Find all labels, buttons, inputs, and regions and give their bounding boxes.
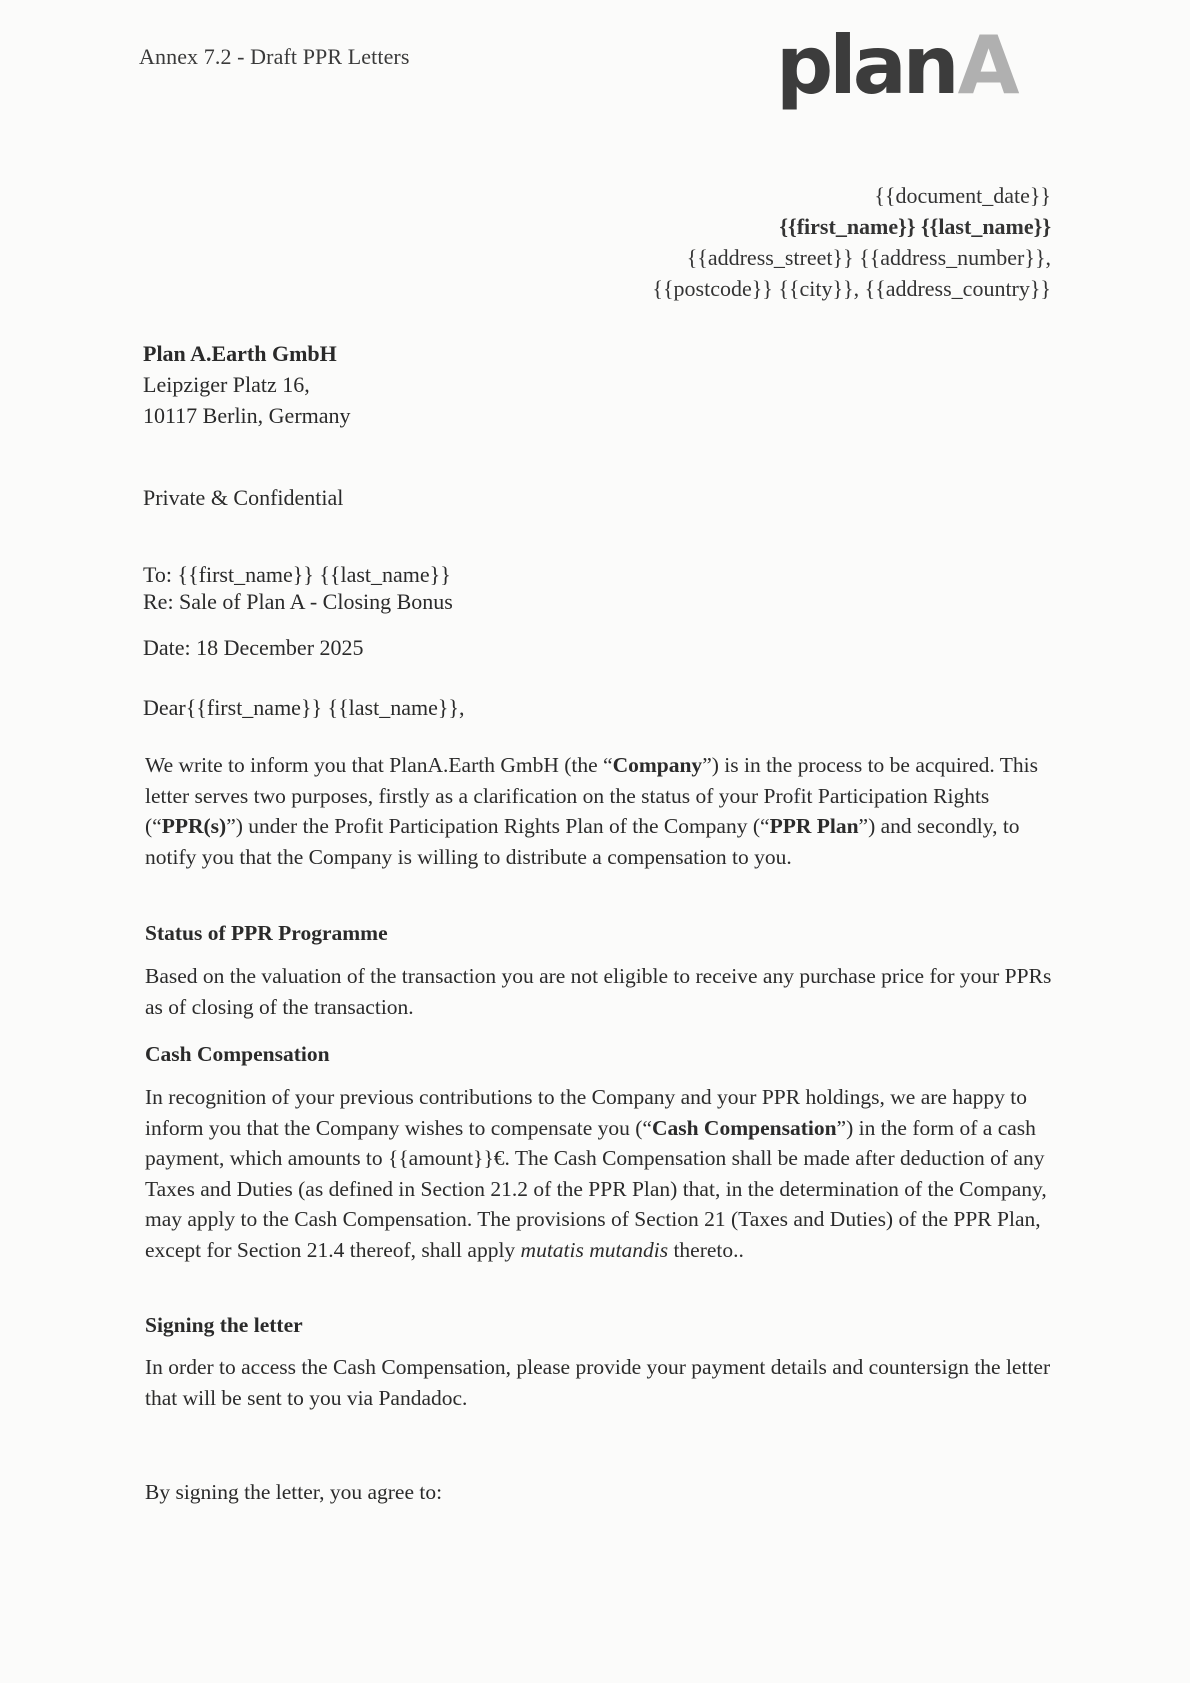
- intro-text-3: ”) under the Profit Participation Rights Plan of the Company (“: [226, 814, 770, 838]
- intro-text-1: We write to inform you that PlanA.Earth GmbH (the “: [145, 753, 613, 777]
- sender-address-block: [143, 338, 351, 431]
- cash-text-2: ”) in the form of a cash payment, which amounts to {{amount}}€. The Cash Compensation shall be made after deduction of any Taxes and Duties (as defined in Section 21.2 of the PPR Plan) that, in the determination of the Company, may apply to the Cash Compensation. The provisions of Section 21 (Taxes and Duties) of the PPR Plan, except for Section 21.4 thereof, shall apply: [145, 1115, 1047, 1262]
- date-line: Date: 18 December 2025: [143, 635, 364, 660]
- sender-city: 10117 Berlin, Germany: [143, 403, 351, 428]
- status-heading: Status of PPR Programme: [145, 921, 388, 945]
- recipient-city: {{postcode}} {{city}}, {{address_country}}: [652, 276, 1051, 301]
- cash-compensation-heading: Cash Compensation: [145, 1042, 330, 1066]
- recipient-name: {{first_name}} {{last_name}}: [779, 214, 1051, 239]
- sender-company: Plan A.Earth GmbH: [143, 341, 337, 366]
- status-paragraph: Based on the valuation of the transaction you are not eligible to receive any purchase price for your PPRs as of closing of the transaction.: [145, 964, 1052, 1019]
- signing-heading: Signing the letter: [145, 1313, 303, 1337]
- plan-a-logo: [776, 19, 1016, 112]
- sender-street: Leipziger Platz 16,: [143, 372, 310, 397]
- intro-text-2: ”) is in the process to be acquired. This letter serves two purposes, firstly as a clarification on the status of your Profit Participation Rights (“: [145, 753, 1038, 838]
- signing-paragraph: In order to access the Cash Compensation, please provide your payment details and countersign the letter that will be sent to you via Pandadoc.: [145, 1355, 1051, 1410]
- cash-text-3: thereto..: [668, 1237, 744, 1262]
- company-term: Company: [612, 753, 703, 777]
- recipient-street: {{address_street}} {{address_number}},: [686, 245, 1051, 270]
- logo-accent: A: [957, 19, 1016, 112]
- salutation: Dear{{first_name}} {{last_name}},: [143, 695, 465, 720]
- annex-label: Annex 7.2 - Draft PPR Letters: [139, 44, 410, 69]
- ppr-term: PPR(s): [161, 814, 227, 838]
- cash-text-1: In recognition of your previous contributions to the Company and your PPR holdings, we are happy to inform you that the Company wishes to compensate you (“: [145, 1085, 1027, 1140]
- to-line: To: {{first_name}} {{last_name}}: [143, 562, 451, 587]
- recipient-address-block: [652, 180, 1051, 304]
- ppr-plan-term: PPR Plan: [769, 814, 859, 838]
- cash-compensation-term: Cash Compensation: [651, 1115, 837, 1140]
- intro-text-4: ”) and secondly, to notify you that the Company is willing to distribute a compensation to you.: [145, 814, 1020, 869]
- mutatis-mutandis-term: mutatis mutandis: [520, 1237, 669, 1262]
- re-line: Re: Sale of Plan A - Closing Bonus: [143, 589, 453, 614]
- intro-paragraph: [145, 750, 1060, 872]
- agree-line: By signing the letter, you agree to:: [145, 1480, 443, 1504]
- confidential-label: Private & Confidential: [143, 485, 344, 510]
- logo-word: plan: [776, 19, 956, 112]
- cash-compensation-paragraph: [145, 1082, 1060, 1265]
- document-date: {{document_date}}: [874, 183, 1051, 208]
